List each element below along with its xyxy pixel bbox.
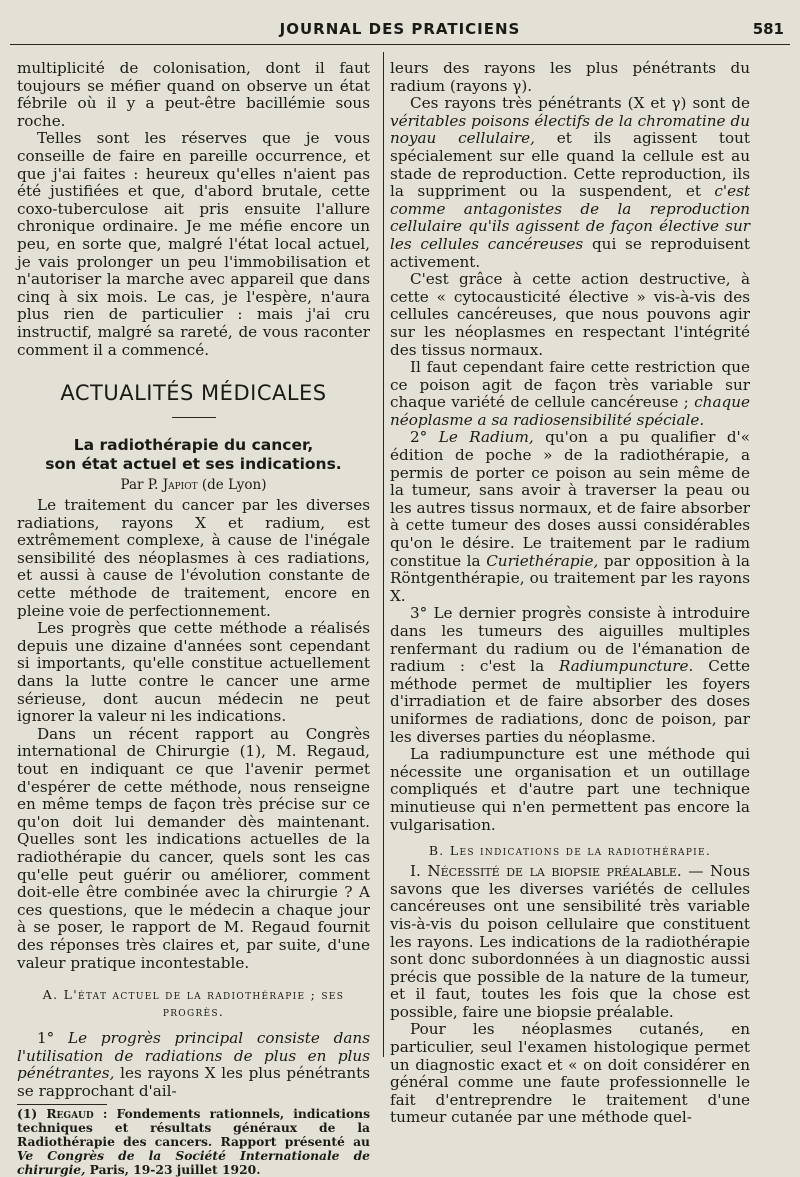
paragraph: La radiumpuncture est une méthode qui nécessite une organisation et un outillage compliqués et d'autre part une technique minutieuse qui n'en permettent pas encore la vulgarisation. [390, 745, 750, 834]
paragraph: Telles sont les réserves que je vous conseille de faire en pareille occurrence, et que j'ai faites : heureux qu'elles n'aient pas été justifiées et que, d'abord brutale, cette coxo-tuberculose ait pris ensuite l'allure chronique ordinaire. Je me méfie encore un peu, en sorte que, malgré l'état local actuel, je vais prolonger un peu l'immobilisation et n'autoriser la marche avec appareil que dans cinq à six mois. Le cas, je l'espère, n'aura plus rien de particulier : mais j'ai cru instructif, malgré sa rareté, de vous raconter comment il a commencé. [17, 129, 370, 359]
footnote-italic: Ve Congrès de la Société Internationale de chirurgie, [17, 1147, 370, 1177]
paragraph-text: Le dernier progrès consiste à introduire dans les tumeurs des aiguilles multiples renfermant du radium ou de l'émanation de radium : c'est la [390, 604, 750, 676]
paragraph: Dans un récent rapport au Congrès international de Chirurgie (1), M. Regaud, tout en indiquant ce que l'avenir permet d'espérer de cette méthode, nous renseigne en même temps de façon très précise sur ce qu'on doit lui demander dès maintenant. Quelles sont les indications actuelles de la radiothérapie du cancer, quels sont les cas qu'elle peut guérir ou améliorer, comment doit-elle être combinée avec la chirurgie ? A ces questions, que le médecin a chaque jour à se poser, le rapport de M. Regaud fournit des réponses très claires et, par suite, d'une valeur pratique incontestable. [17, 724, 370, 972]
paragraph-text: — Nous savons que les diverses variétés de cellules cancéreuses ont une sensibilité très variable vis-à-vis du poison cellulaire que constituent les rayons. Les indications de la radiothérapie sont donc subordonnées à un diagnostic aussi précis que possible de la nature de la tumeur, et il faut, toutes les fois que la chose est possible, faire une biopsie préalable. [390, 862, 750, 1021]
paragraph-heading: I. Nécessité de la biopsie préalable. [410, 862, 682, 881]
emphasis-text: Le Radium, [438, 428, 534, 447]
footnote [17, 1107, 370, 1177]
emphasis-text: véritables poisons électifs de la chromatine du noyau cellulaire, [390, 111, 750, 148]
emphasis-text: chaque néoplasme a sa radiosensibilité spéciale. [390, 393, 750, 429]
paragraph [390, 429, 750, 605]
author-place: (de Lyon) [201, 477, 267, 494]
section-title: ACTUALITÉS MÉDICALES [60, 381, 327, 406]
paragraph-text: les rayons X les plus pénétrants se rapprochant d'ail- [17, 1064, 371, 1100]
section-rule [172, 417, 216, 418]
subsection-heading: A. L'état actuel de la radiothérapie ; ses progrès. [42, 987, 345, 1020]
subsection-heading: B. Les indications de la radiothérapie. [428, 843, 712, 859]
journal-title: JOURNAL DES PRATICIENS [279, 20, 521, 38]
list-number: 2° [410, 428, 428, 447]
emphasis-text: Le progrès principal consiste dans l'utilisation de radiations de plus en plus pénétrantes, [17, 1029, 370, 1083]
list-number: 3° [410, 604, 428, 623]
paragraph-text: qui se reproduisent activement. [390, 234, 750, 271]
author-prefix: Par P. [120, 477, 159, 494]
footnote-rule [17, 1104, 107, 1105]
paragraph [390, 605, 750, 746]
paragraph: multiplicité de colonisation, dont il faut toujours se méfier quand on observe un état fébrile où il y a peut-être bacillémie sous roche. [17, 59, 370, 130]
paragraph: Les progrès que cette méthode a réalisés depuis une dizaine d'années sont cependant si importants, qu'elle constitue actuellement dans la lutte contre le cancer une arme sérieuse, dont aucun médecin ne peut ignorer la valeur ni les indications. [17, 619, 370, 726]
column-divider [383, 52, 384, 1057]
paragraph: C'est grâce à cette action destructive, à cette « cytocausticité élective » vis-à-vis des cellules cancéreuses, que nous pouvons agir sur les néoplasmes en respectant l'intégrité des tissus normaux. [390, 270, 750, 359]
paragraph: leurs des rayons les plus pénétrants du radium (rayons γ). [390, 59, 750, 95]
right-column [390, 60, 750, 1127]
paragraph-text: Cette méthode permet de multiplier les foyers d'irradiation et de faire absorber des doses uniformes de radiations, donc de poison, par les diverses parties du néoplasme. [390, 657, 751, 746]
header-rule [10, 44, 790, 45]
paragraph-text: qu'on a pu qualifier d'« édition de poche » de la radiothérapie, a permis de porter ce poison au sein même de la tumeur, sans avoir à traverser la peau ou les autres tissus normaux, et de faire absorber à cette tumeur des doses aussi considérables qu'on le désire. Le traitement par le radium constitue la [390, 428, 751, 570]
paragraph-text: et ils agissent tout spécialement sur elle quand la cellule est au stade de reproduction. Cette reproduction, ils la suppriment ou la suspendent, et [390, 129, 750, 201]
emphasis-text: c'est comme antagonistes de la reproduction cellulaire qu'ils agissent de façon élective sur les cellules cancéreuses [390, 182, 750, 253]
list-number: 1° [37, 1029, 55, 1048]
footnote-ref: (1) [17, 1105, 38, 1121]
article-title-line: La radiothérapie du cancer, [73, 436, 314, 455]
paragraph: Le traitement du cancer par les diverses radiations, rayons X et radium, est extrêmement complexe, à cause de l'inégale sensibilité des néoplasmes à ces radiations, et aussi à cause de l'évolution constante de cette méthode de traitement, encore en pleine voie de perfectionnement. [17, 496, 370, 620]
paragraph: Pour les néoplasmes cutanés, en particulier, seul l'examen histologique permet un diagnostic exact et « on doit considérer en général comme une faute professionnelle le fait d'entreprendre le traitement d'une tumeur cutanée par une méthode quel- [390, 1020, 750, 1127]
running-header [0, 18, 800, 42]
article-author [17, 476, 370, 494]
paragraph-text: Ces rayons très pénétrants (X et γ) sont de [410, 94, 750, 113]
paragraph [390, 359, 750, 429]
footnote-text: Paris, 19-23 juillet 1920. [89, 1161, 261, 1177]
paragraph [390, 95, 750, 271]
page-number: 581 [752, 20, 784, 38]
left-column [17, 60, 370, 1177]
emphasis-text: Curiethérapie, [486, 551, 599, 570]
author-name: Japiot [162, 477, 198, 494]
footnote-author: Regaud [46, 1105, 94, 1121]
paragraph-text: par opposition à la Röntgenthérapie, ou traitement par les rayons X. [390, 551, 750, 605]
footnote-text: : Fondements rationnels, indications techniques et résultats généraux de la Radiothérapie des cancers. Rapport présenté au [17, 1105, 371, 1149]
paragraph [390, 863, 750, 1021]
article-title [17, 436, 370, 474]
paragraph [17, 1030, 370, 1100]
emphasis-text: Radiumpuncture. [559, 657, 694, 676]
paragraph-text: Il faut cependant faire cette restriction que ce poison agit de façon très variable sur chaque variété de cellule cancéreuse ; [390, 358, 750, 412]
article-title-line: son état actuel et ses indications. [45, 455, 342, 474]
